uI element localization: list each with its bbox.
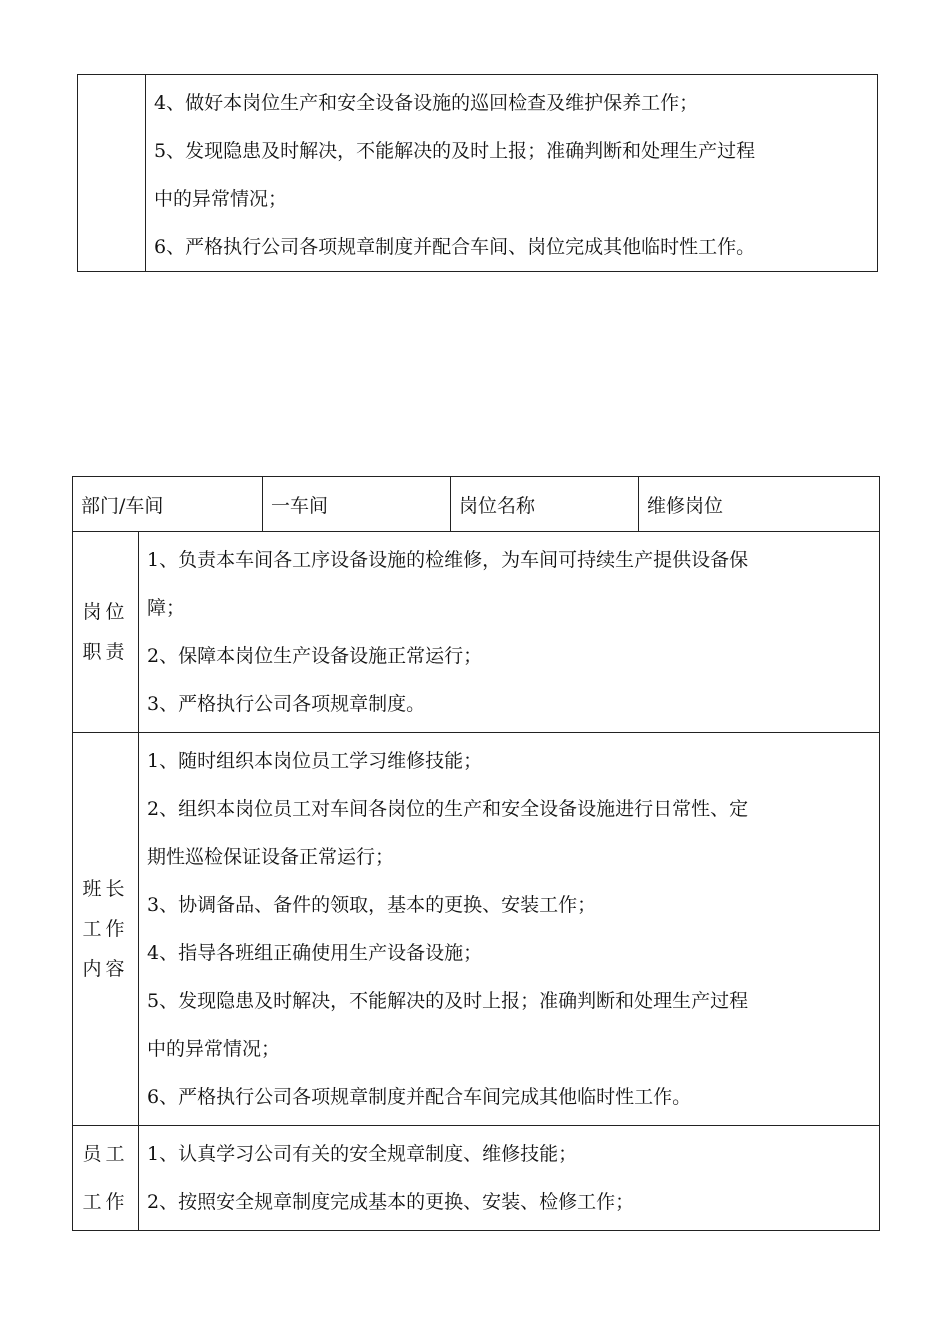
leader-label-line: 工作 [82,918,129,940]
staff-label-line: 员工 [82,1143,129,1165]
maintenance-post-table [72,476,880,1231]
header-row [73,477,880,532]
empty-label-cell [78,75,146,272]
leader-line: 6、严格执行公司各项规章制度并配合车间完成其他临时性工作。 [147,1086,692,1108]
continued-duties-content [146,75,878,272]
leader-line: 2、组织本岗位员工对车间各岗位的生产和安全设备设施进行日常性、定 [147,798,749,820]
duties-label [73,532,139,733]
staff-line: 1、认真学习公司有关的安全规章制度、维修技能； [147,1143,578,1165]
duties-row [73,532,880,733]
staff-label-line: 工作 [82,1191,129,1213]
post-value: 维修岗位 [639,477,880,532]
leader-content [139,733,880,1126]
leader-line: 4、指导各班组正确使用生产设备设施； [147,942,483,964]
leader-line: 中的异常情况； [147,1038,281,1060]
leader-line: 5、发现隐患及时解决，不能解决的及时上报；准确判断和处理生产过程 [147,990,749,1012]
staff-row [73,1126,880,1231]
staff-content [139,1126,880,1231]
post-label: 岗位名称 [451,477,639,532]
duty-line: 2、保障本岗位生产设备设施正常运行； [147,645,483,667]
duties-label-line: 职责 [82,641,129,663]
dept-value: 一车间 [263,477,451,532]
leader-line: 期性巡检保证设备正常运行； [147,846,395,868]
staff-label [73,1126,139,1231]
duty-line: 4、做好本岗位生产和安全设备设施的巡回检查及维护保养工作； [154,92,699,114]
duties-content [139,532,880,733]
duty-line: 6、严格执行公司各项规章制度并配合车间、岗位完成其他临时性工作。 [154,236,756,258]
leader-line: 1、随时组织本岗位员工学习维修技能； [147,750,483,772]
duty-line: 1、负责本车间各工序设备设施的检维修，为车间可持续生产提供设备保 [147,549,749,571]
duty-line: 障； [147,597,186,619]
dept-label: 部门/车间 [73,477,263,532]
leader-label-line: 内容 [82,958,129,980]
duty-line: 5、发现隐患及时解决，不能解决的及时上报；准确判断和处理生产过程 [154,140,756,162]
leader-label [73,733,139,1126]
leader-label-line: 班长 [82,878,129,900]
continued-duties-table [77,74,878,272]
duty-line: 3、严格执行公司各项规章制度。 [147,693,426,715]
leader-row [73,733,880,1126]
leader-line: 3、协调备品、备件的领取，基本的更换、安装工作； [147,894,597,916]
staff-line: 2、按照安全规章制度完成基本的更换、安装、检修工作； [147,1191,635,1213]
duty-line: 中的异常情况； [154,188,288,210]
duties-label-line: 岗位 [82,601,129,623]
